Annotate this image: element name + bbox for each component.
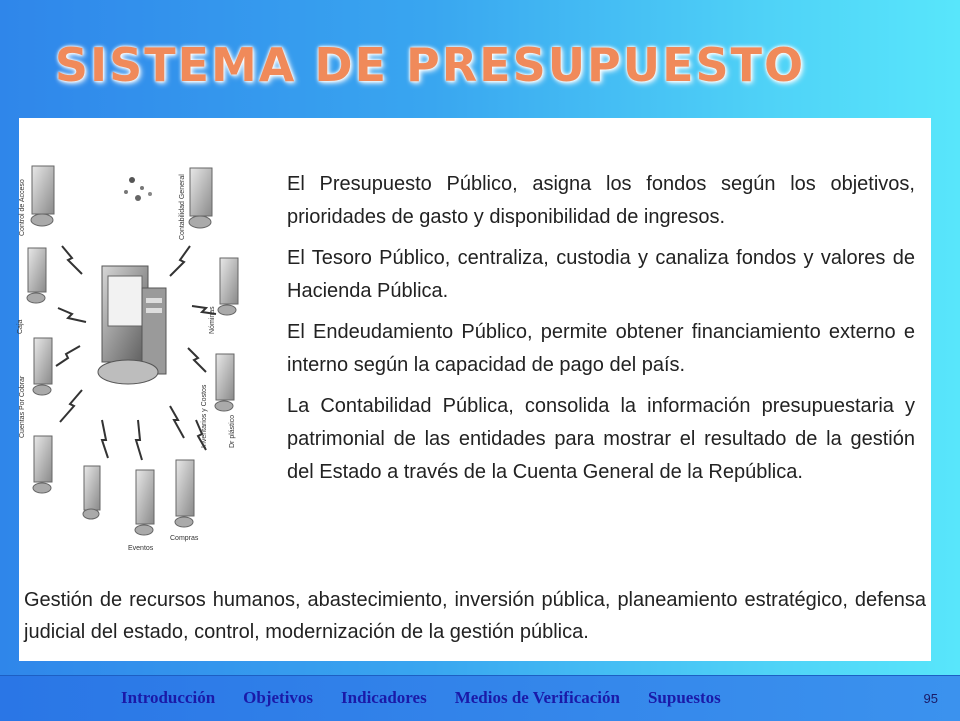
printer-icon	[124, 177, 152, 201]
nav-link-objetivos[interactable]: Objetivos	[243, 688, 314, 707]
terminal-contabilidad-icon	[189, 168, 212, 228]
central-server-icon	[98, 266, 166, 384]
terminal-inventarios-icon	[215, 354, 234, 411]
terminal-cuentas-icon	[33, 338, 52, 395]
terminal-nominas-icon	[218, 258, 238, 315]
terminal-eventos-icon	[135, 470, 154, 535]
label-de-plastico: Dr plástico	[229, 414, 236, 448]
terminal-mid-bottom-icon	[83, 466, 100, 519]
body-paragraphs	[287, 168, 915, 497]
footer-paragraph: Gestión de recursos humanos, abastecimiento, inversión pública, planeamiento estratégico, defensa judicial del estado, control, modernización de la gestión pública.	[24, 589, 926, 643]
nav-link-indicadores[interactable]: Indicadores	[341, 688, 427, 707]
paragraph-presupuesto: El Presupuesto Público, asigna los fondos según los objetivos, prioridades de gasto y disponibilidad de ingresos.	[287, 173, 915, 228]
label-caja: Caja	[17, 319, 24, 334]
terminal-left-bottom-icon	[33, 436, 52, 493]
content-panel	[19, 118, 931, 661]
nav-link-medios-verificacion[interactable]: Medios de Verificación	[454, 688, 620, 707]
label-nominas: Nóminas	[209, 306, 216, 334]
terminal-control-acceso-icon	[31, 166, 54, 226]
paragraph-tesoro: El Tesoro Público, centraliza, custodia y canaliza fondos y valores de Hacienda Pública.	[287, 247, 915, 302]
label-eventos: Eventos	[128, 545, 154, 552]
nav-links	[121, 688, 721, 708]
paragraph-contabilidad: La Contabilidad Pública, consolida la información presupuestaria y patrimonial de las entidades para mostrar el resultado de la gestión del Estado a través de la Cuenta General de la República.	[287, 395, 915, 483]
page-number: 95	[923, 691, 938, 706]
paragraph-endeudamiento: El Endeudamiento Público, permite obtener financiamiento externo e interno según la capacidad de pago del país.	[287, 321, 915, 376]
network-diagram	[17, 158, 242, 566]
label-contabilidad-general: Contabilidad General	[179, 174, 186, 240]
navigation-bar	[0, 675, 960, 721]
terminal-caja-icon	[27, 248, 46, 303]
nav-link-supuestos[interactable]: Supuestos	[647, 688, 721, 707]
label-inventarios: Inventarios y Costos	[201, 384, 208, 448]
label-control-acceso: Control de Acceso	[19, 179, 26, 236]
label-compras: Compras	[170, 535, 199, 542]
slide-title: SISTEMA DE PRESUPUESTO	[54, 38, 806, 92]
nav-link-introduccion[interactable]: Introducción	[121, 688, 216, 707]
terminal-compras-icon	[175, 460, 194, 527]
label-cuentas-cobrar: Cuentas Por Cobrar	[19, 375, 26, 438]
